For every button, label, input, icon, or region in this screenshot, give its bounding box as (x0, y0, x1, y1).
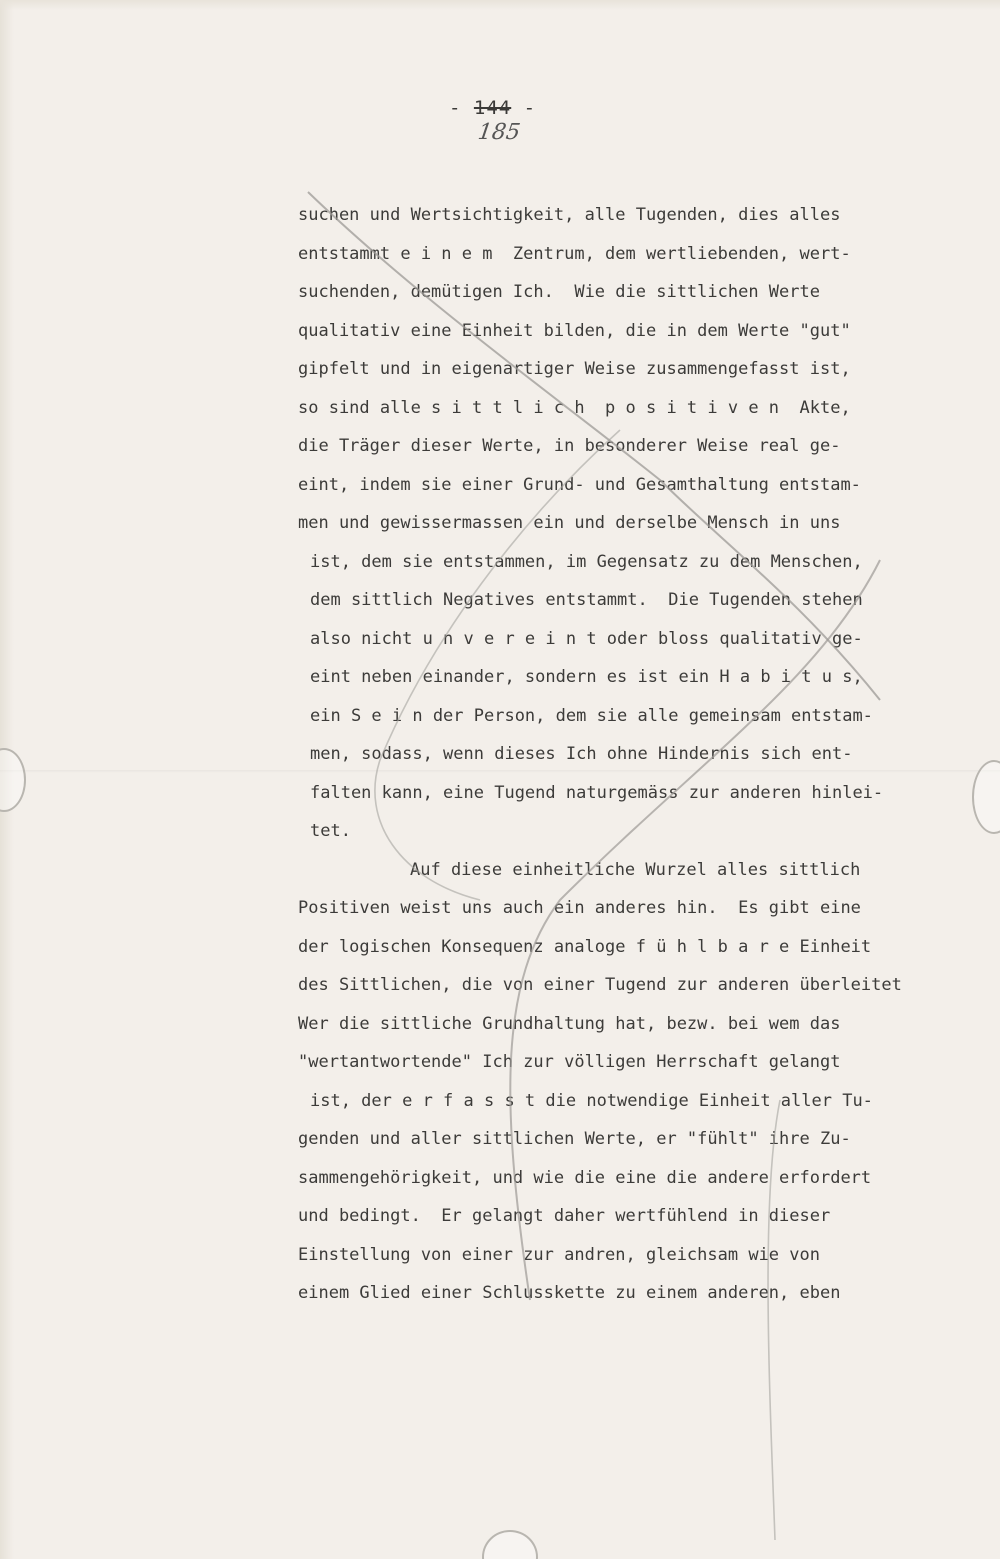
paper-clip-bottom (482, 1530, 538, 1559)
text-line: und bedingt. Er gelangt daher wertfühlend in dieser (298, 1206, 831, 1226)
text-line: ist, der e r f a s s t die notwendige Einheit aller Tu- (310, 1090, 873, 1111)
text-line: der logischen Konsequenz analoge f ü h l b a r e Einheit (298, 936, 872, 957)
typed-page-number (449, 97, 536, 119)
text-line: Einstellung von einer zur andren, gleichsam wie von (298, 1244, 820, 1265)
paragraph-start-line: Auf diese einheitliche Wurzel alles sittlich (410, 859, 861, 880)
text-line: suchenden, demütigen Ich. Wie die sittlichen Werte (298, 282, 820, 302)
text-line: entstammt e i n e m Zentrum, dem wertliebenden, wert- (298, 243, 851, 264)
text-line: men und gewissermassen ein und derselbe Mensch in uns (298, 513, 841, 533)
text-line: dem sittlich Negatives entstammt. Die Tugenden stehen (310, 590, 863, 610)
text-line: eint, indem sie einer Grund- und Gesamthaltung entstam- (298, 474, 861, 495)
text-line: die Träger dieser Werte, in besonderer Weise real ge- (298, 436, 841, 456)
text-line: genden und aller sittlichen Werte, er "fühlt" ihre Zu- (298, 1129, 851, 1149)
text-line: gipfelt und in eigenartiger Weise zusammengefasst ist, (298, 359, 851, 379)
text-line: des Sittlichen, die von einer Tugend zur anderen überleitet (298, 975, 902, 995)
page-number-prefix: - (449, 97, 474, 119)
paper-edge-top (0, 0, 1000, 10)
text-line: Positiven weist uns auch ein anderes hin. Es gibt eine (298, 898, 861, 918)
page-number-suffix: - (511, 97, 537, 119)
paper-clip-left (0, 748, 26, 812)
text-line: Wer die sittliche Grundhaltung hat, bezw. bei wem das (298, 1013, 841, 1034)
typewritten-body (298, 196, 978, 1313)
text-line: tet. (310, 821, 351, 841)
text-line: einem Glied einer Schlusskette zu einem anderen, eben (298, 1283, 841, 1303)
text-line: falten kann, eine Tugend naturgemäss zur anderen hinlei- (310, 782, 884, 803)
text-line: suchen und Wertsichtigkeit, alle Tugenden, dies alles (298, 205, 841, 225)
handwritten-page-number: 185 (476, 120, 522, 145)
text-line: "wertantwortende" Ich zur völligen Herrschaft gelangt (298, 1052, 841, 1072)
struck-page-number: 144 (473, 97, 512, 119)
text-line: ein S e i n der Person, dem sie alle gemeinsam entstam- (310, 705, 873, 726)
text-line: men, sodass, wenn dieses Ich ohne Hindernis sich ent- (310, 744, 853, 764)
text-line: also nicht u n v e r e i n t oder bloss qualitativ ge- (310, 628, 863, 649)
text-line: eint neben einander, sondern es ist ein H a b i t u s, (310, 667, 863, 687)
text-line: qualitativ eine Einheit bilden, die in dem Werte "gut" (298, 320, 851, 341)
text-line: so sind alle s i t t l i c h p o s i t i v e n Akte, (298, 397, 851, 418)
text-line: ist, dem sie entstammen, im Gegensatz zu dem Menschen, (310, 551, 863, 572)
text-line: sammengehörigkeit, und wie die eine die andere erfordert (298, 1167, 872, 1188)
